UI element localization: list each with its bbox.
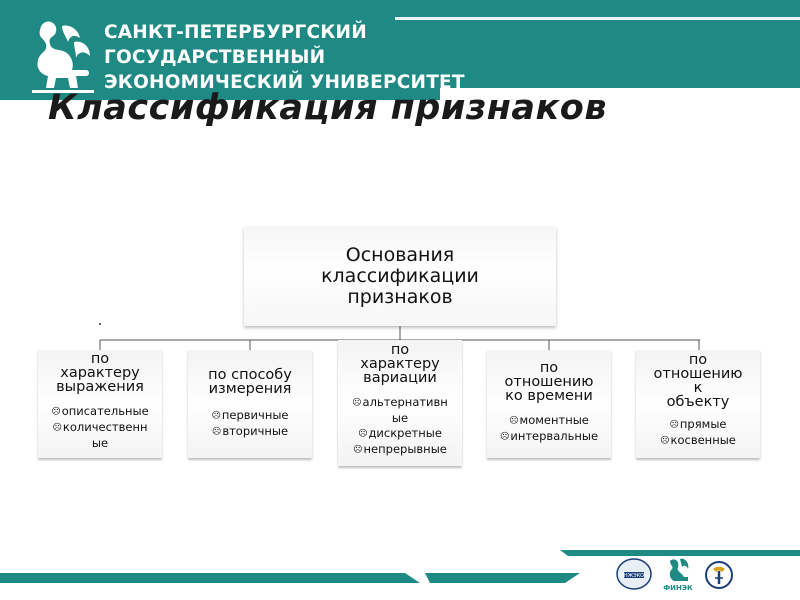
inzhekon-emblem-icon <box>616 558 652 590</box>
sad-face-icon: ☹ <box>669 420 679 430</box>
category-title-line: измерения <box>208 381 292 397</box>
sad-face-icon: ☹ <box>211 427 222 437</box>
list-item: ☹количественн <box>52 420 148 434</box>
list-item: ☹моментные <box>509 413 589 427</box>
list-item: ые <box>91 436 109 450</box>
finek-griffin-icon <box>662 555 694 593</box>
sad-face-icon: ☹ <box>52 423 62 433</box>
category-title-line: по способу <box>208 367 292 383</box>
root-line-2: классификации <box>321 264 479 287</box>
list-item: ☹вторичные <box>211 424 289 438</box>
sad-face-icon: ☹ <box>352 398 362 408</box>
sad-face-icon: ☹ <box>211 411 221 421</box>
sad-face-icon: ☹ <box>499 432 510 442</box>
category-title-line: по <box>688 352 708 368</box>
category-title-line: по <box>90 351 110 367</box>
category-title-line: выражения <box>56 379 144 395</box>
category-title-line: отношению <box>653 366 743 382</box>
list-item: ☹прямые <box>669 417 727 431</box>
university-line-1: САНКТ-ПЕТЕРБУРГСКИЙ <box>104 22 367 43</box>
list-item: ☹описательные <box>51 404 149 418</box>
sad-face-icon: ☹ <box>509 416 519 426</box>
third-emblem-icon <box>704 560 734 590</box>
category-node-measurement <box>188 350 312 458</box>
category-title-line: по <box>390 342 410 358</box>
university-name <box>104 20 465 95</box>
category-title-line: объекту <box>666 394 730 410</box>
category-title-line: ко времени <box>505 388 593 404</box>
sad-face-icon: ☹ <box>51 407 61 417</box>
root-line-1: Основания <box>345 243 455 266</box>
list-item: ☹первичные <box>211 408 289 422</box>
emblem-text-inzhekon: ИНЖЭКОН <box>620 573 648 579</box>
category-title-line: характеру <box>360 356 440 372</box>
category-title-line: отношению <box>504 374 594 390</box>
sad-face-icon: ☹ <box>660 436 670 446</box>
list-item: ые <box>391 411 409 425</box>
category-node-time <box>487 350 611 458</box>
category-title-line: вариации <box>363 370 437 386</box>
category-node-object <box>636 350 760 458</box>
griffin-logo-icon <box>28 18 98 94</box>
category-title-line: характеру <box>60 365 140 381</box>
category-title-line: к <box>693 380 703 396</box>
list-item: ☹интервальные <box>499 429 599 443</box>
slide-title: Классификация признаков <box>48 88 607 128</box>
list-item: ☹альтернативн <box>352 395 448 409</box>
list-item: ☹косвенные <box>660 433 736 447</box>
root-node <box>244 226 556 326</box>
category-node-variation <box>338 340 462 466</box>
list-item: ☹непрерывные <box>353 442 447 456</box>
sad-face-icon: ☹ <box>353 445 363 455</box>
category-node-expression <box>38 350 162 458</box>
category-title-line: по <box>539 360 559 376</box>
emblem-text-finek: ФИНЭК <box>663 584 693 592</box>
sad-face-icon: ☹ <box>358 429 368 439</box>
root-line-3: признаков <box>347 285 453 308</box>
university-line-3: ЭКОНОМИЧЕСКИЙ УНИВЕРСИТЕТ <box>104 72 465 93</box>
list-item: ☹дискретные <box>358 426 442 440</box>
university-line-2: ГОСУДАРСТВЕННЫЙ <box>104 47 326 68</box>
